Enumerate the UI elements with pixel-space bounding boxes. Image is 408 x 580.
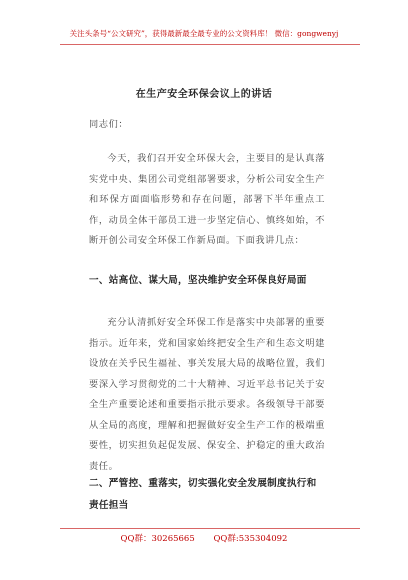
salutation: 同志们： <box>89 119 129 130</box>
document-title: 在生产安全环保会议上的讲话 <box>135 89 273 100</box>
intro-paragraph: 今天，我们召开安全环保大会，主要目的是认真落实党中央、集团公司党组部署要求，分析公司安全生产和环保方面面临形势和存在问题，部署下半年重点工作，动员全体干部员工进一步坚定信心、慎终如始，不断开创公司安全环保工作新局面。下面我讲几点： <box>89 153 325 246</box>
header-banner: 关注头条号“公文研究”，获得最新最全最专业的公文资料库！ 微信：gongwenyj <box>69 29 339 38</box>
footer-qq-group-1: QQ群：30265665 <box>120 534 195 544</box>
header-divider <box>60 44 360 45</box>
section-2-heading: 二、严管控、重落实，切实强化安全发展制度执行和责任担当 <box>89 478 317 511</box>
footer <box>0 532 408 544</box>
footer-divider <box>60 528 360 529</box>
section-1-paragraph: 充分认清抓好安全环保工作是落实中央部署的重要指示。近年来，党和国家始终把安全生产和生态文明建设放在关乎民生福祉、事关发展大局的战略位置，我们要深入学习贯彻党的二十大精神、习近平总书记关于安全生产重要论述和重要指示批示要求。各级领导干部要从全局的高度，理解和把握做好安全生产工作的极端重要性，切实担负起促发展、保安全、护稳定的重大政治责任。 <box>89 317 325 472</box>
footer-qq-group-2: QQ群:535304092 <box>213 534 288 544</box>
section-1-heading: 一、站高位、谋大局，坚决维护安全环保良好局面 <box>89 275 307 286</box>
